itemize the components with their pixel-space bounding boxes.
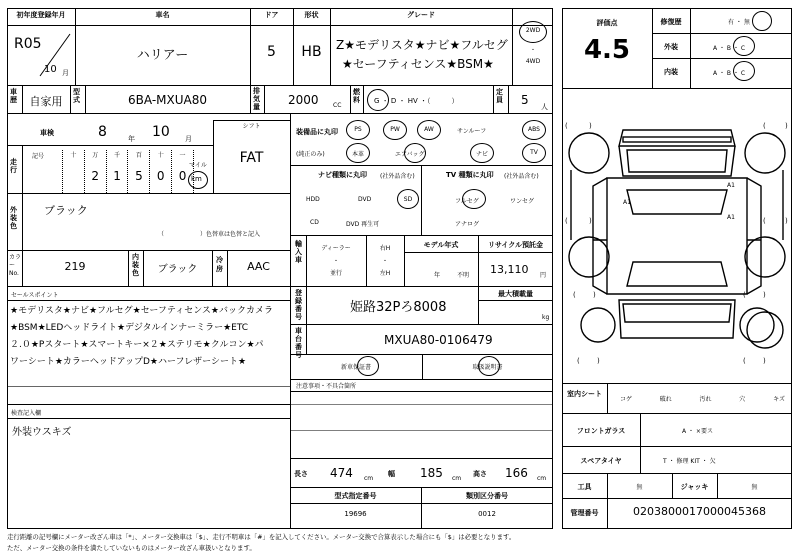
svg-text:(: ( (577, 357, 580, 365)
door-count: 5 (267, 44, 276, 60)
ac-label: 冷房 (216, 256, 223, 273)
car-damage-diagram (563, 90, 791, 375)
svg-text:): ) (785, 217, 788, 225)
registration-label: 登録番号 (295, 289, 302, 321)
navi-sd: SD (403, 196, 413, 203)
car-name: ハリアー (136, 48, 189, 63)
sales-points-label: セールスポイント (11, 292, 59, 299)
inspector-label: 検査記入欄 (11, 410, 42, 417)
sales-point-line: ワーシート★カラーヘッドアップD★ハーフレザーシート★ (10, 357, 247, 367)
width-value: 185 (420, 466, 443, 480)
fuel-options: G ・ D ・ HV ・（ ） (374, 97, 459, 105)
notes-label: 注意事項・不具合箇所 (296, 383, 357, 390)
exterior-rating-value: A ・ B ・ C (713, 45, 746, 52)
import-right-h: 右H (379, 245, 391, 252)
sales-point-line: ２.０★Pスタート★スマートキー×２★ステリモ★クルコン★パ (10, 340, 264, 350)
interior-color: ブラック (157, 264, 198, 275)
door-label: ドア (264, 11, 279, 19)
interior-rating-value: A ・ B ・ C (713, 70, 746, 77)
equip-ps: PS (354, 126, 362, 133)
warranty-doc: 新車保証書 (340, 364, 371, 371)
displacement-unit: CC (333, 102, 342, 109)
capacity-unit: 人 (541, 103, 548, 111)
damage-marker: A1 (727, 214, 735, 221)
interior-rating-label: 内装 (664, 68, 678, 76)
svg-text:): ) (785, 122, 788, 130)
inspection-month: 10 (152, 124, 170, 140)
mileage-code-label: 記号 (32, 153, 45, 160)
width-label: 幅 (388, 470, 395, 478)
tv-oneseg: ワンセグ (510, 198, 535, 205)
import-parallel: 並行 (329, 270, 342, 277)
svg-text:): ) (589, 217, 592, 225)
odometer-grid: 十 万 2 千 1 百 5 十 0 一 0 (62, 150, 194, 193)
chassis-label: 車台番号 (295, 327, 302, 359)
sales-point-line: ★モデリスタ★ナビ★フルセグ★セーフティセンス★バックカメラ (10, 306, 274, 316)
model-year-label: モデル年式 (423, 241, 459, 249)
interior-color-label: 内装色 (132, 253, 139, 277)
category: 自家用 (29, 95, 63, 108)
equip-navi: ナビ (475, 151, 488, 158)
mileage-label: 走行 (10, 158, 17, 174)
import-label: 輸入車 (295, 240, 302, 264)
capacity-label: 定員 (496, 88, 503, 104)
shift-value: FAT (239, 150, 264, 166)
ac-value: AAC (247, 260, 270, 273)
registration-number: 姫路32Pろ8008 (350, 300, 447, 315)
tools-label: 工具 (577, 483, 592, 491)
tv-fullseg: フルセグ (455, 198, 479, 205)
equip-pw: PW (390, 126, 400, 133)
management-no-label: 管理番号 (570, 509, 599, 517)
svg-text:(: ( (743, 357, 746, 365)
unit-km: km (191, 175, 202, 183)
sheet-item: 破れ (659, 396, 672, 403)
equip-abs: ABS (528, 126, 540, 133)
svg-text:): ) (593, 291, 596, 299)
repaint-note: （ ）色替車は色替と記入 (158, 231, 261, 238)
model-year-unit: 年 (434, 272, 441, 279)
rating-score: 4.5 (583, 35, 631, 65)
equip-sunroof: サンルーフ (457, 128, 487, 135)
model-year-value: 不明 (457, 272, 470, 279)
inspection-year-unit: 年 (128, 135, 135, 143)
tv-analog: アナログ (455, 221, 480, 228)
tools-value: 無 (636, 484, 643, 491)
navi-dvd: DVD (358, 196, 372, 203)
damage-marker: A1 (623, 199, 631, 206)
inspector-text: 外装ウスキズ (12, 427, 72, 438)
model-label: 型式 (73, 88, 80, 104)
interior-sheet-label: 室内シート (567, 390, 602, 398)
length-value: 474 (330, 466, 353, 480)
jack-value: 無 (751, 484, 758, 491)
height-unit: cm (537, 475, 547, 482)
equipment-sublabel: (純正のみ) (296, 151, 325, 158)
color-no: 219 (64, 260, 86, 273)
max-load-label: 最大積載量 (498, 290, 533, 298)
class-no-value: 0012 (478, 510, 496, 518)
sheet-item: 汚れ (699, 396, 712, 403)
fuel-label: 燃料 (353, 88, 360, 104)
body-shape: HB (301, 44, 322, 60)
svg-text:(: ( (565, 217, 568, 225)
inspection-year: 8 (98, 124, 107, 140)
svg-text:(: ( (763, 217, 766, 225)
height-label: 高さ (473, 470, 487, 478)
svg-text:(: ( (763, 122, 766, 130)
first-reg-label: 初年度登録年月 (16, 11, 66, 19)
first-reg-month-unit: 月 (62, 69, 69, 77)
drive-4wd: 4WD (525, 58, 541, 65)
exterior-color-label: 外装色 (10, 206, 17, 230)
repair-history-value: 有 ・ 無 (728, 19, 750, 26)
windshield-value: A ・ ×要ス (682, 428, 713, 435)
navi-type-note: (社外品含む) (380, 173, 415, 180)
import-left-h: 左H (379, 270, 391, 277)
model-code: 6BA-MXUA80 (128, 93, 207, 107)
repair-history-label: 修復歴 (660, 18, 682, 26)
equip-aw: AW (424, 126, 434, 133)
sheet-item: コゲ (620, 396, 633, 403)
recycle-label: リサイクル預託金 (487, 241, 544, 249)
displacement-label: 排気量 (253, 87, 260, 111)
color-no-label: カラーNo. (9, 254, 22, 277)
sheet-item: 穴 (739, 396, 746, 403)
model-spec-value: 19696 (344, 510, 367, 518)
svg-text:): ) (589, 122, 592, 130)
length-unit: cm (364, 475, 374, 482)
width-unit: cm (452, 475, 462, 482)
import-dealer: ディーラー (321, 245, 351, 252)
manual-doc: 取扱説明書 (472, 364, 503, 371)
height-value: 166 (505, 466, 528, 480)
management-no-value: 0203800017000045368 (633, 505, 766, 518)
sales-point-line: ★BSM★LEDヘッドライト★デジタルインナーミラー★ETC (10, 323, 249, 333)
tv-type-note: (社外品含む) (504, 173, 539, 180)
unit-mile: マイル (189, 162, 207, 169)
tv-type-label: TV 種類に丸印 (446, 171, 494, 179)
equip-tv: TV (530, 149, 538, 156)
rating-label: 評価点 (596, 19, 618, 27)
equip-airbag: エアバッグ (395, 151, 425, 158)
navi-hdd: HDD (306, 196, 320, 203)
displacement: 2000 (288, 93, 319, 107)
spare-tire-value: T ・ 修理 KIT ・ 欠 (663, 458, 716, 465)
svg-text:(: ( (565, 122, 568, 130)
spare-tire-label: スペアタイヤ (580, 457, 622, 465)
sheet-item: キズ (773, 396, 785, 403)
model-spec-label: 型式指定番号 (334, 492, 377, 500)
grade-line-1: Z★モデリスタ★ナビ★フルセグ (336, 38, 508, 52)
sales-points-list (10, 303, 288, 371)
damage-marker: A1 (727, 182, 735, 189)
drive-2wd: 2WD (525, 27, 541, 34)
class-no-label: 類別区分番号 (466, 492, 508, 500)
inspection-month-unit: 月 (185, 135, 192, 143)
svg-text:): ) (763, 291, 766, 299)
equipment-label: 装備品に丸印 (296, 128, 338, 136)
svg-text:(: ( (573, 291, 576, 299)
first-reg-month: 10 (44, 64, 57, 75)
capacity: 5 (521, 93, 529, 107)
first-reg-year: R05 (14, 36, 42, 52)
inspection-label: 車検 (40, 129, 54, 137)
length-label: 長さ (294, 470, 308, 478)
recycle-unit: 円 (540, 272, 547, 279)
exterior-color: ブラック (44, 204, 88, 217)
car-name-label: 車名 (155, 11, 170, 19)
equip-leather: 本革 (351, 151, 364, 158)
navi-type-label: ナビ種類に丸印 (318, 171, 367, 179)
interior-sheet-items (620, 394, 785, 403)
footer-note-2: ただ、メーター交換の条件を満たしていないものはメーター改ざん車扱いとなります。 (7, 544, 256, 552)
chassis-number: MXUA80-0106479 (384, 333, 493, 347)
navi-cd: CD (310, 219, 319, 226)
svg-text:): ) (597, 357, 600, 365)
footer-note-1: 走行距離の記号欄にメーター改ざん車は「*」、メーター交換車は「$」、走行不明車は「#」を記入してください。メーター交換で合算表示した場合にも「$」は必要となります。 (7, 533, 516, 541)
navi-dvd-play: DVD 再生可 (346, 221, 380, 228)
grade-label: グレード (407, 11, 435, 19)
jack-label: ジャッキ (680, 483, 709, 491)
recycle-value: 13,110 (490, 263, 529, 276)
shift-label: シフト (242, 123, 261, 130)
category-label: 車歴 (10, 88, 17, 104)
svg-text:): ) (763, 357, 766, 365)
max-load-unit: kg (542, 314, 550, 321)
windshield-label: フロントガラス (576, 427, 626, 435)
svg-text:(: ( (743, 291, 746, 299)
exterior-rating-label: 外装 (664, 43, 678, 51)
shape-label: 形状 (304, 11, 319, 19)
grade-line-2: ★セーフティセンス★BSM★ (342, 57, 494, 71)
